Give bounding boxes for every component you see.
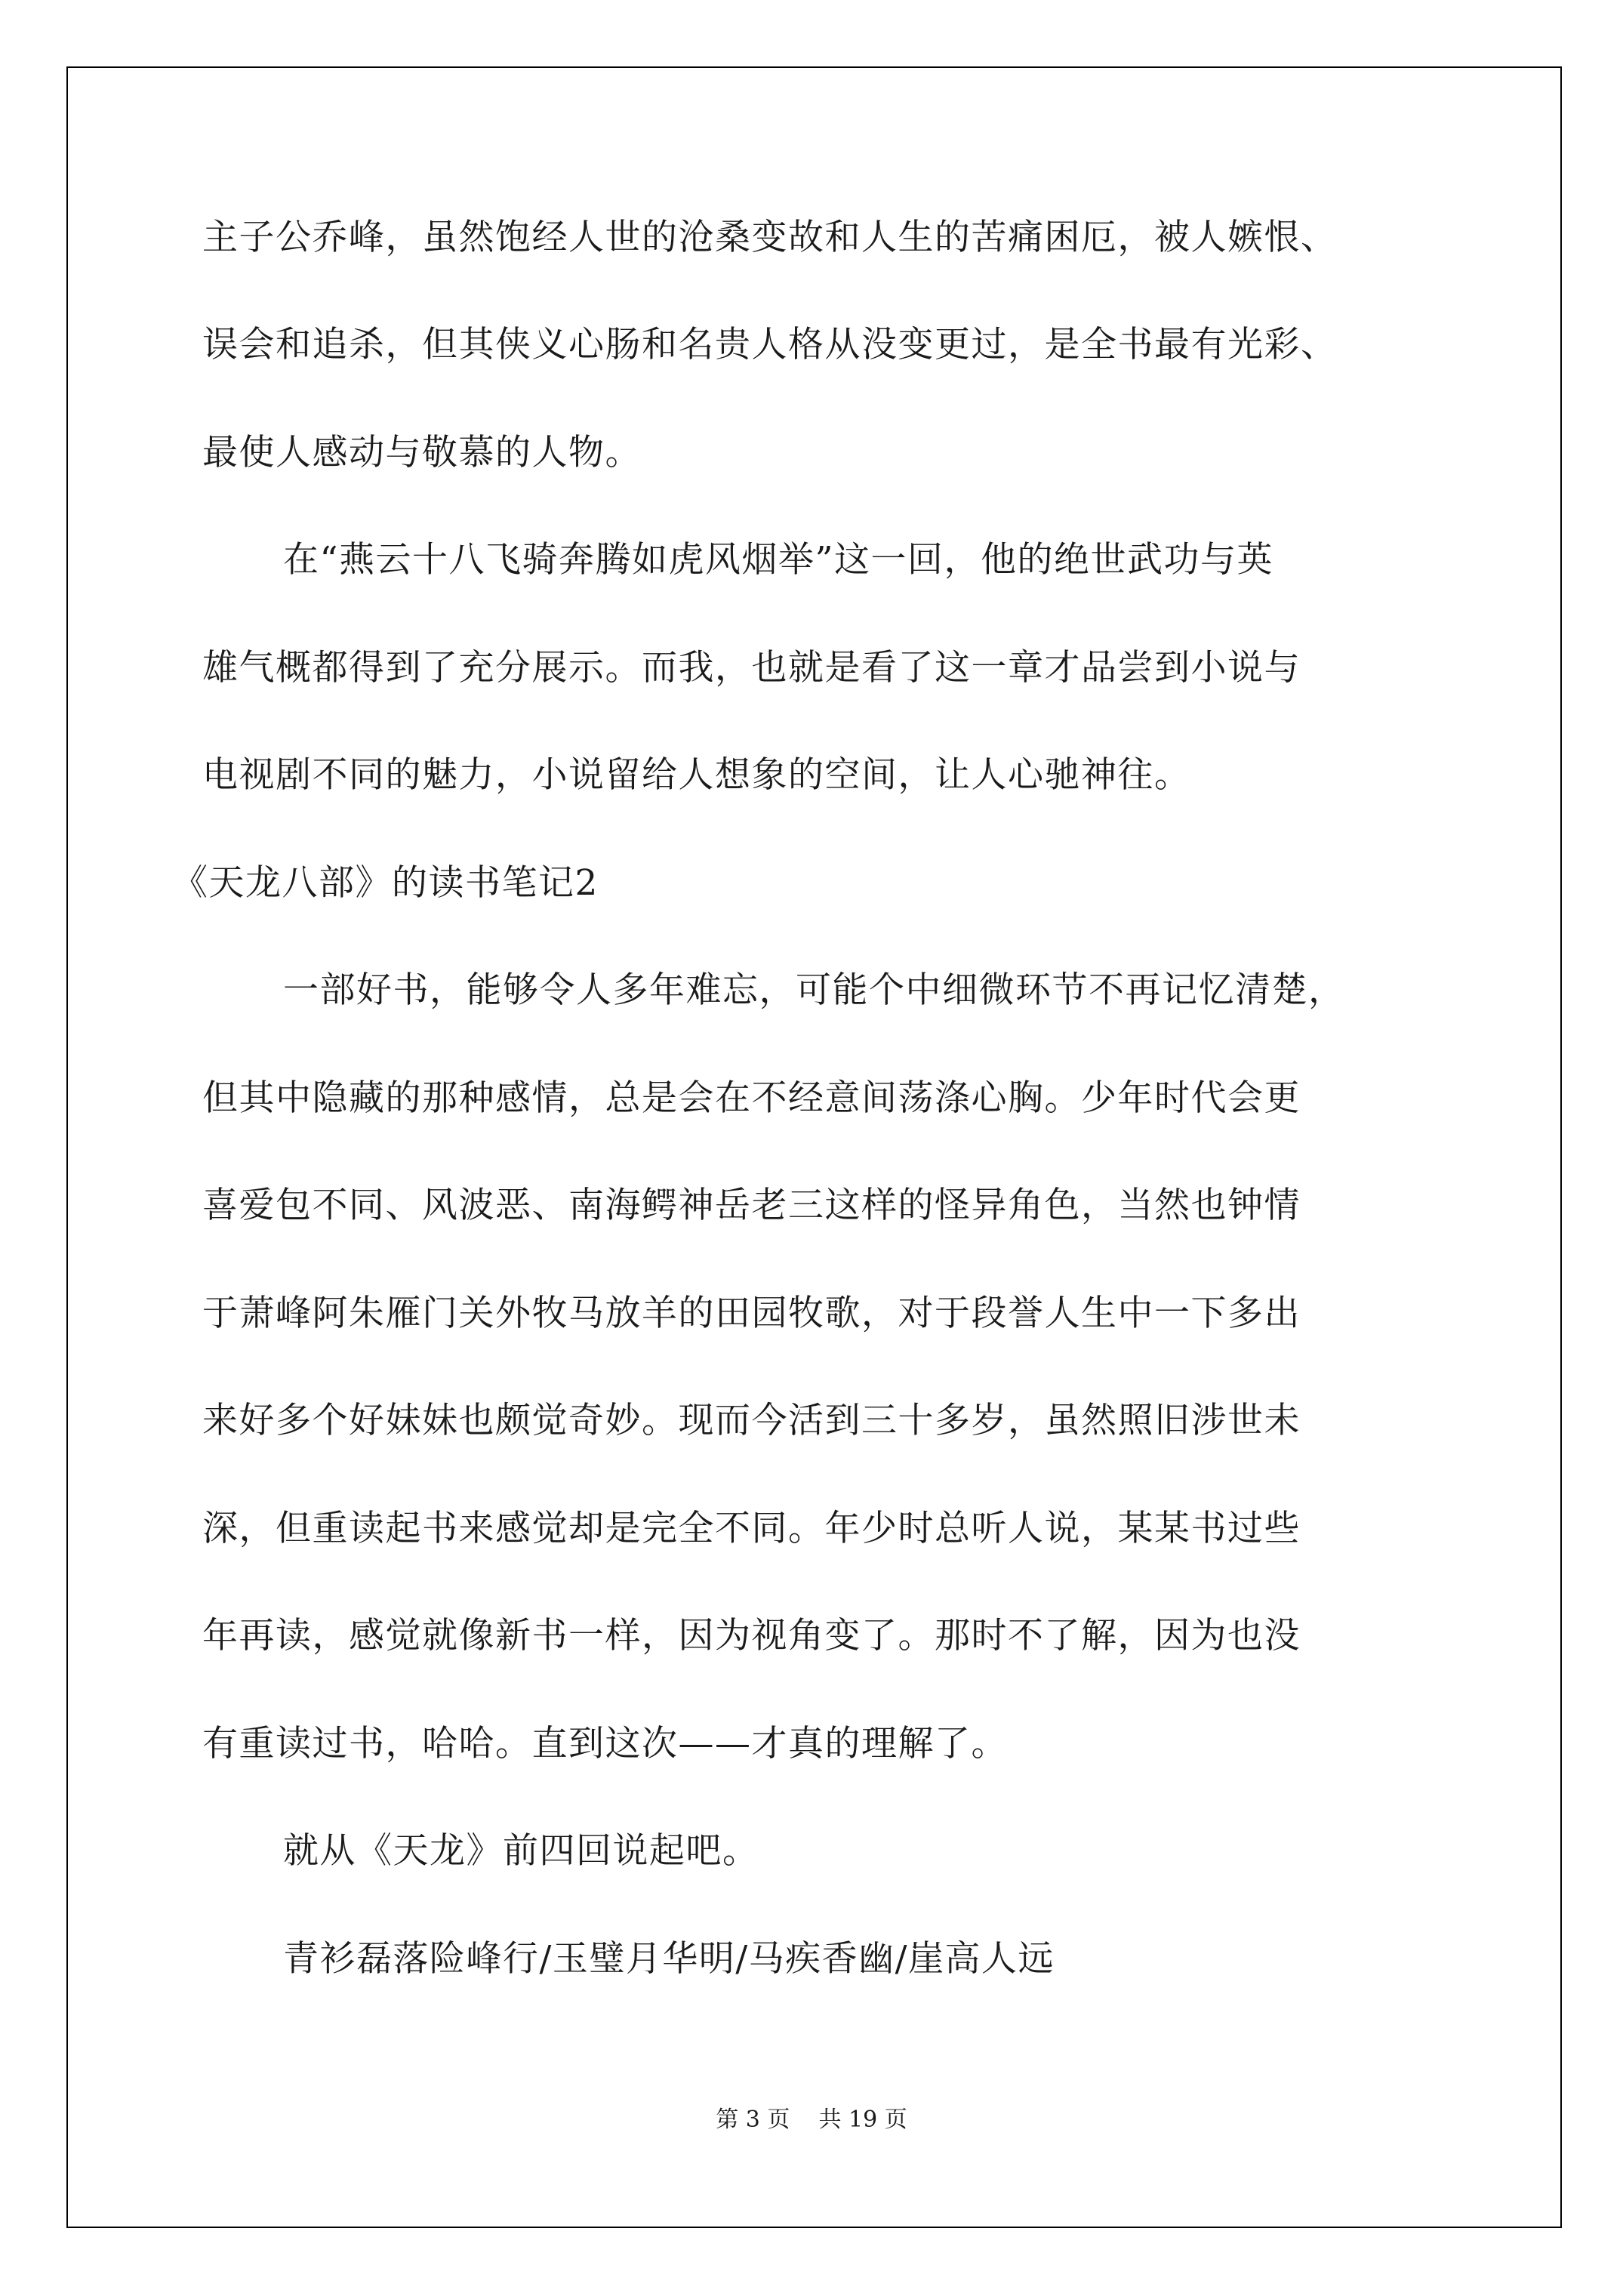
text-line: 最使人感动与敬慕的人物。 xyxy=(202,432,642,473)
text-line: 但其中隐藏的那种感情，总是会在不经意间荡涤心胸。少年时代会更 xyxy=(202,1077,1301,1119)
section-heading: 《天龙八部》的读书笔记2 xyxy=(172,862,599,904)
text-line: 于萧峰阿朱雁门关外牧马放羊的田园牧歌，对于段誉人生中一下多出 xyxy=(202,1293,1301,1334)
page-footer: 第 3 页 共 19 页 xyxy=(716,2106,907,2133)
text-line: 在“燕云十八飞骑奔腾如虎风烟举”这一回，他的绝世武功与英 xyxy=(283,539,1274,581)
text-line: 主子公乔峰，虽然饱经人世的沧桑变故和人生的苦痛困厄，被人嫉恨、 xyxy=(202,217,1338,258)
text-line: 电视剧不同的魅力，小说留给人想象的空间，让人心驰神往。 xyxy=(202,754,1191,796)
text-line: 就从《天龙》前四回说起吧。 xyxy=(283,1830,759,1872)
text-line: 深，但重读起书来感觉却是完全不同。年少时总听人说，某某书过些 xyxy=(202,1508,1301,1549)
text-line: 误会和追杀，但其侠义心肠和名贵人格从没变更过，是全书最有光彩、 xyxy=(202,324,1338,365)
text-line: 一部好书，能够令人多年难忘，可能个中细微环节不再记忆清楚， xyxy=(283,969,1345,1011)
text-line: 年再读，感觉就像新书一样，因为视角变了。那时不了解，因为也没 xyxy=(202,1615,1301,1657)
page-border xyxy=(66,66,1562,2228)
text-line: 青衫磊落险峰行/玉璧月华明/马疾香幽/崖高人远 xyxy=(283,1938,1055,1980)
text-line: 有重读过书，哈哈。直到这次——才真的理解了。 xyxy=(202,1723,1008,1764)
text-line: 来好多个好妹妹也颇觉奇妙。现而今活到三十多岁，虽然照旧涉世未 xyxy=(202,1400,1301,1441)
text-line: 雄气概都得到了充分展示。而我，也就是看了这一章才品尝到小说与 xyxy=(202,647,1301,689)
text-line: 喜爱包不同、风波恶、南海鳄神岳老三这样的怪异角色，当然也钟情 xyxy=(202,1185,1301,1226)
